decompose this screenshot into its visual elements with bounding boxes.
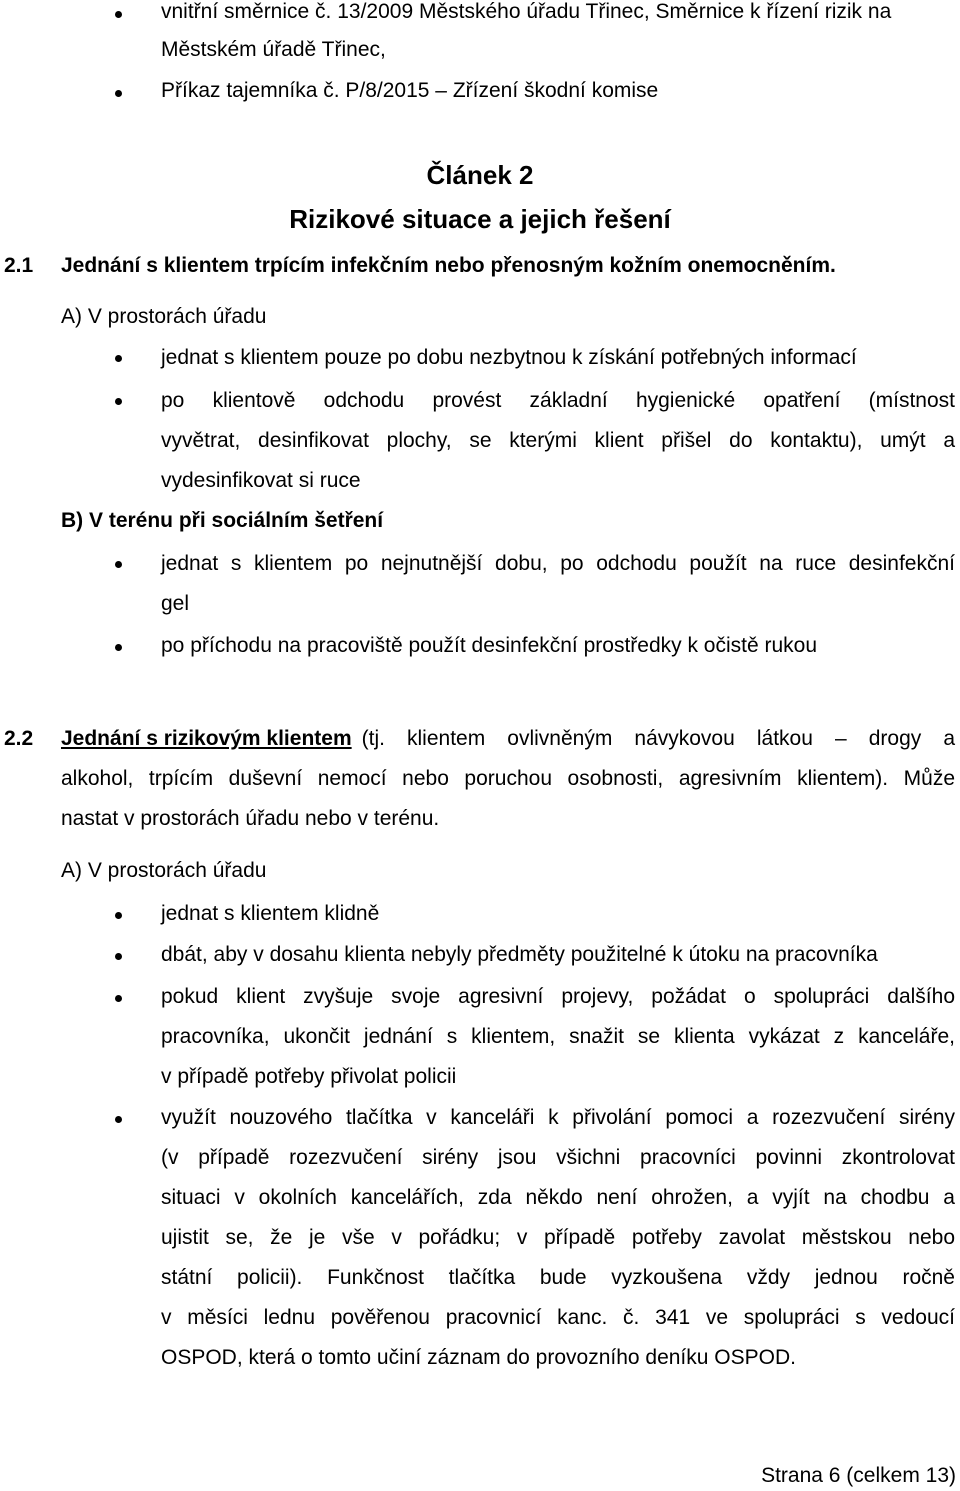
bullet-icon bbox=[115, 90, 122, 97]
list-item-line: jednat s klientem pouze po dobu nezbytnou k získání potřebných informací bbox=[161, 346, 857, 369]
list-item-line: jednat s klientem po nejnutnější dobu, po odchodu použít na ruce desinfekční bbox=[161, 552, 955, 575]
bullet-icon bbox=[115, 953, 122, 960]
bullet-icon bbox=[115, 398, 122, 405]
list-item-line: v měsíci lednu pověřenou pracovnicí kanc. č. 341 ve spolupráci s vedoucí bbox=[161, 1306, 955, 1329]
list-item-line: Městském úřadě Třinec, bbox=[161, 38, 386, 61]
bullet-icon bbox=[115, 561, 122, 568]
list-item-line: pokud klient zvyšuje svoje agresivní projevy, požádat o spolupráci dalšího bbox=[161, 985, 955, 1008]
article-title: Rizikové situace a jejich řešení bbox=[289, 204, 671, 234]
list-item-line: ujistit se, že je vše v pořádku; v případě potřeby zavolat městskou nebo bbox=[161, 1226, 955, 1249]
list-item-line: gel bbox=[161, 592, 190, 615]
bullet-icon bbox=[115, 644, 122, 651]
section-number: 2.2 bbox=[4, 727, 34, 750]
list-item-line: pracovníka, ukončit jednání s klientem, snažit se klienta vykázat z kanceláře, bbox=[161, 1025, 955, 1048]
section-intro: (tj. klientem ovlivněným návykovou látkou – drogy a bbox=[361, 727, 955, 750]
list-item-line: vnitřní směrnice č. 13/2009 Městského úřadu Třinec, Směrnice k řízení rizik na bbox=[161, 0, 892, 23]
subsection-heading: A) V prostorách úřadu bbox=[61, 305, 267, 328]
list-item-line: jednat s klientem klidně bbox=[161, 902, 380, 925]
bullet-icon bbox=[115, 995, 122, 1002]
page-footer: Strana 6 (celkem 13) bbox=[761, 1464, 956, 1487]
bullet-icon bbox=[115, 912, 122, 919]
list-item-line: státní policii). Funkčnost tlačítka bude vyzkoušena vždy jednou ročně bbox=[161, 1266, 955, 1289]
list-item-line: dbát, aby v dosahu klienta nebyly předměty použitelné k útoku na pracovníka bbox=[161, 943, 878, 966]
list-item-line: vydesinfikovat si ruce bbox=[161, 469, 361, 492]
bullet-icon bbox=[115, 1116, 122, 1123]
list-item-line: situaci v okolních kancelářích, zda někdo není ohrožen, a vyjít na chodbu a bbox=[161, 1186, 955, 1209]
paragraph-line: nastat v prostorách úřadu nebo v terénu. bbox=[61, 807, 440, 830]
article-number: Článek 2 bbox=[426, 160, 534, 190]
section-intro-first-line bbox=[61, 727, 955, 751]
list-item-line: Příkaz tajemníka č. P/8/2015 – Zřízení škodní komise bbox=[161, 79, 659, 102]
list-item-line: (v případě rozezvučení sirény jsou všichni pracovníci povinni zkontrolovat bbox=[161, 1146, 955, 1169]
list-item-line: využít nouzového tlačítka v kanceláři k přivolání pomoci a rozezvučení sirény bbox=[161, 1106, 955, 1129]
list-item-line: po klientově odchodu provést základní hygienické opatření (místnost bbox=[161, 389, 955, 412]
list-item-line: OSPOD, která o tomto učiní záznam do provozního deníku OSPOD. bbox=[161, 1346, 796, 1369]
subsection-heading: A) V prostorách úřadu bbox=[61, 859, 267, 882]
subsection-heading: B) V terénu při sociálním šetření bbox=[61, 509, 384, 532]
bullet-icon bbox=[115, 355, 122, 362]
list-item-line: po příchodu na pracoviště použít desinfekční prostředky k očistě rukou bbox=[161, 634, 818, 657]
bullet-icon bbox=[115, 11, 122, 18]
section-title: Jednání s rizikovým klientem bbox=[61, 727, 352, 750]
section-title: Jednání s klientem trpícím infekčním nebo přenosným kožním onemocněním. bbox=[61, 254, 836, 277]
paragraph-line: alkohol, trpícím duševní nemocí nebo poruchou osobnosti, agresivním klientem). Může bbox=[61, 767, 955, 790]
section-number: 2.1 bbox=[4, 254, 34, 277]
list-item-line: v případě potřeby přivolat policii bbox=[161, 1065, 457, 1088]
list-item-line: vyvětrat, desinfikovat plochy, se kterými klient přišel do kontaktu), umýt a bbox=[161, 429, 955, 452]
